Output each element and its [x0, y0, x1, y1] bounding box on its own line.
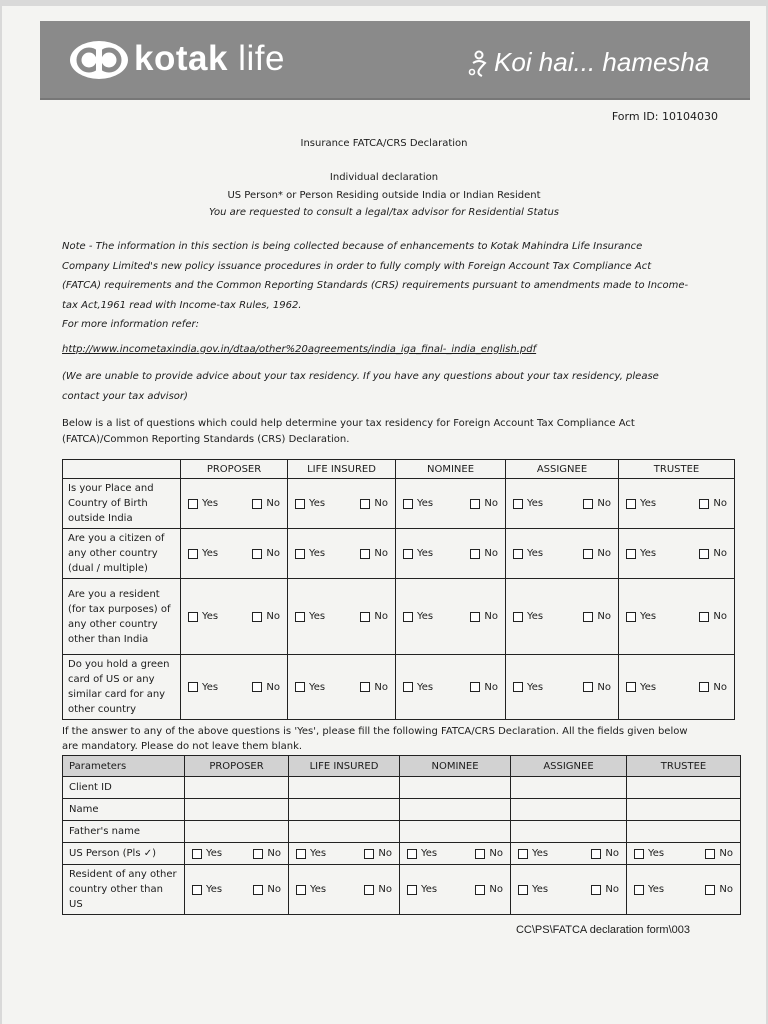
- yes-checkbox[interactable]: [626, 682, 636, 692]
- answer-nominee-cell: [396, 479, 506, 529]
- form-title: Insurance FATCA/CRS Declaration: [300, 138, 468, 149]
- form-reference-footer: CC\PS\FATCA declaration form\003: [515, 924, 690, 936]
- param-life-insured-cell: [289, 865, 400, 915]
- yes-checkbox[interactable]: [403, 499, 413, 509]
- no-option[interactable]: [705, 848, 733, 859]
- params-header-row: [63, 756, 741, 777]
- yes-label: Yes: [309, 611, 326, 622]
- yes-label: Yes: [309, 548, 326, 559]
- note-line: Company Limited's new policy issuance procedures in order to fully comply with Foreign Account Tax Compliance Act: [62, 260, 652, 272]
- question-row: [63, 655, 735, 720]
- answer-assignee-cell: [506, 479, 619, 529]
- yes-checkbox[interactable]: [403, 682, 413, 692]
- col-header-proposer: PROPOSER: [181, 460, 288, 479]
- yes-checkbox[interactable]: [626, 499, 636, 509]
- no-option[interactable]: [364, 848, 392, 859]
- question-text: Is your Place and Country of Birth outside India: [63, 479, 181, 529]
- yes-label: Yes: [421, 884, 438, 895]
- parameter-row: [63, 821, 741, 843]
- no-label: No: [267, 848, 281, 859]
- no-option[interactable]: [699, 498, 727, 509]
- col-header-nominee: NOMINEE: [400, 756, 511, 777]
- no-label: No: [713, 611, 727, 622]
- param-nominee-cell: [400, 843, 511, 865]
- yes-option[interactable]: [407, 848, 437, 859]
- intro-text: [62, 416, 722, 447]
- no-option[interactable]: [591, 884, 619, 895]
- yes-checkbox[interactable]: [192, 885, 202, 895]
- col-header-nominee: NOMINEE: [396, 460, 506, 479]
- yes-option[interactable]: [626, 682, 656, 693]
- col-header-trustee: TRUSTEE: [627, 756, 741, 777]
- kotak-logo-icon: [68, 39, 130, 81]
- answer-life-insured-cell: [288, 479, 396, 529]
- param-assignee-cell: [511, 865, 627, 915]
- mandatory-line: are mandatory. Please do not leave them blank.: [62, 741, 303, 752]
- parameter-label: Name: [63, 799, 185, 821]
- no-checkbox[interactable]: [360, 682, 370, 692]
- client-id-life-insured-field[interactable]: [289, 777, 400, 799]
- no-checkbox[interactable]: [470, 549, 480, 559]
- yes-option[interactable]: [513, 611, 543, 622]
- yes-checkbox[interactable]: [513, 499, 523, 509]
- no-option[interactable]: [360, 498, 388, 509]
- header-banner: [40, 21, 750, 100]
- col-header-assignee: ASSIGNEE: [506, 460, 619, 479]
- father-s-name-assignee-field[interactable]: [511, 821, 627, 843]
- yes-option[interactable]: [188, 611, 218, 622]
- yes-label: Yes: [202, 611, 219, 622]
- yes-checkbox[interactable]: [407, 885, 417, 895]
- yes-option[interactable]: [295, 548, 325, 559]
- name-nominee-field[interactable]: [400, 799, 511, 821]
- question-text: Are you a resident (for tax purposes) of any other country other than India: [63, 579, 181, 655]
- yes-option[interactable]: [403, 611, 433, 622]
- yes-label: Yes: [310, 848, 327, 859]
- no-label: No: [484, 681, 498, 693]
- yes-option[interactable]: [403, 498, 433, 509]
- no-label: No: [719, 848, 733, 859]
- answer-nominee-cell: [396, 529, 506, 579]
- no-option[interactable]: [360, 548, 388, 559]
- client-id-proposer-field[interactable]: [185, 777, 289, 799]
- yes-checkbox[interactable]: [295, 612, 305, 622]
- no-checkbox[interactable]: [699, 682, 709, 692]
- no-label: No: [484, 611, 498, 622]
- no-checkbox[interactable]: [705, 885, 715, 895]
- col-header-trustee: TRUSTEE: [619, 460, 735, 479]
- yes-label: Yes: [640, 498, 657, 509]
- yes-label: Yes: [206, 884, 223, 895]
- no-label: No: [713, 681, 727, 693]
- no-label: No: [597, 681, 611, 693]
- note-line: tax Act,1961 read with Income-tax Rules, 1962.: [62, 299, 302, 311]
- no-label: No: [597, 548, 611, 559]
- yes-option[interactable]: [296, 848, 326, 859]
- no-checkbox[interactable]: [583, 682, 593, 692]
- yes-label: Yes: [648, 884, 665, 895]
- yes-option[interactable]: [513, 498, 543, 509]
- no-option[interactable]: [252, 682, 280, 693]
- father-s-name-trustee-field[interactable]: [627, 821, 741, 843]
- yes-checkbox[interactable]: [634, 849, 644, 859]
- note-line: Note - The information in this section is being collected because of enhancements to Kotak Mahindra Life Insurance: [62, 241, 643, 252]
- intro-line: Below is a list of questions which could help determine your tax residency for Foreign Account Tax Compliance Act: [62, 418, 635, 429]
- client-id-nominee-field[interactable]: [400, 777, 511, 799]
- yes-label: Yes: [527, 681, 544, 693]
- yes-label: Yes: [640, 548, 657, 559]
- yes-label: Yes: [206, 848, 223, 859]
- yes-label: Yes: [640, 611, 657, 622]
- yes-label: Yes: [310, 884, 327, 895]
- individual-declaration: Individual declaration: [329, 172, 439, 183]
- client-id-trustee-field[interactable]: [627, 777, 741, 799]
- yes-checkbox[interactable]: [295, 499, 305, 509]
- yes-label: Yes: [421, 848, 438, 859]
- yes-checkbox[interactable]: [626, 549, 636, 559]
- blank-header-cell: [63, 460, 181, 479]
- no-option[interactable]: [253, 884, 281, 895]
- table-header-row: [63, 460, 735, 479]
- no-checkbox[interactable]: [253, 885, 263, 895]
- yes-checkbox[interactable]: [403, 549, 413, 559]
- info-note: [62, 237, 722, 359]
- col-header-proposer: PROPOSER: [185, 756, 289, 777]
- no-label: No: [378, 848, 392, 859]
- yes-option[interactable]: [188, 548, 218, 559]
- yes-checkbox[interactable]: [513, 612, 523, 622]
- col-header-assignee: ASSIGNEE: [511, 756, 627, 777]
- no-option[interactable]: [360, 611, 388, 622]
- no-option[interactable]: [475, 848, 503, 859]
- no-option[interactable]: [583, 611, 611, 622]
- yes-label: Yes: [417, 498, 434, 509]
- yes-option[interactable]: [188, 498, 218, 509]
- question-row: [63, 479, 735, 529]
- no-label: No: [266, 681, 280, 693]
- yes-option[interactable]: [626, 498, 656, 509]
- no-option[interactable]: [252, 548, 280, 559]
- form-page: [2, 6, 766, 1024]
- question-row: [63, 579, 735, 655]
- no-label: No: [713, 548, 727, 559]
- yes-checkbox[interactable]: [513, 682, 523, 692]
- param-life-insured-cell: [289, 843, 400, 865]
- yes-checkbox[interactable]: [188, 612, 198, 622]
- no-checkbox[interactable]: [252, 549, 262, 559]
- no-checkbox[interactable]: [583, 549, 593, 559]
- yes-label: Yes: [640, 681, 657, 693]
- yes-checkbox[interactable]: [188, 499, 198, 509]
- yes-option[interactable]: [626, 611, 656, 622]
- yes-label: Yes: [532, 848, 549, 859]
- no-checkbox[interactable]: [699, 612, 709, 622]
- yes-label: Yes: [527, 498, 544, 509]
- no-option[interactable]: [252, 498, 280, 509]
- no-checkbox[interactable]: [470, 682, 480, 692]
- parameter-row: [63, 777, 741, 799]
- answer-nominee-cell: [396, 579, 506, 655]
- no-label: No: [605, 848, 619, 859]
- parameter-row: [63, 865, 741, 915]
- answer-life-insured-cell: [288, 579, 396, 655]
- answer-assignee-cell: [506, 579, 619, 655]
- yes-option[interactable]: [403, 682, 433, 693]
- no-checkbox[interactable]: [583, 612, 593, 622]
- fatca-declaration-table: [62, 755, 741, 915]
- no-checkbox[interactable]: [364, 885, 374, 895]
- brand-name: kotak life: [134, 39, 285, 78]
- param-proposer-cell: [185, 865, 289, 915]
- col-header-life-insured: LIFE INSURED: [288, 460, 396, 479]
- parameters-header: Parameters: [63, 756, 185, 777]
- client-id-assignee-field[interactable]: [511, 777, 627, 799]
- no-label: No: [597, 611, 611, 622]
- mandatory-instruction: [62, 724, 722, 754]
- yes-option[interactable]: [518, 884, 548, 895]
- no-checkbox[interactable]: [252, 612, 262, 622]
- yes-option[interactable]: [407, 884, 437, 895]
- parameter-label: US Person (Pls ✓): [63, 843, 185, 865]
- no-checkbox[interactable]: [252, 499, 262, 509]
- no-option[interactable]: [253, 848, 281, 859]
- no-checkbox[interactable]: [252, 682, 262, 692]
- answer-proposer-cell: [181, 529, 288, 579]
- note-line: (FATCA) requirements and the Common Reporting Standards (CRS) requirements pursuant to amendments made to Income-: [62, 280, 689, 291]
- answer-trustee-cell: [619, 529, 735, 579]
- yes-label: Yes: [417, 548, 434, 559]
- no-checkbox[interactable]: [360, 612, 370, 622]
- param-assignee-cell: [511, 843, 627, 865]
- answer-proposer-cell: [181, 579, 288, 655]
- no-checkbox[interactable]: [699, 499, 709, 509]
- yes-option[interactable]: [518, 848, 548, 859]
- father-s-name-life-insured-field[interactable]: [289, 821, 400, 843]
- answer-trustee-cell: [619, 479, 735, 529]
- question-row: [63, 529, 735, 579]
- advice-line: contact your tax advisor): [62, 391, 188, 402]
- no-label: No: [374, 498, 388, 509]
- no-checkbox[interactable]: [591, 885, 601, 895]
- yes-label: Yes: [309, 681, 326, 693]
- parameter-label: Client ID: [63, 777, 185, 799]
- parameter-label: Father's name: [63, 821, 185, 843]
- no-checkbox[interactable]: [475, 885, 485, 895]
- param-proposer-cell: [185, 843, 289, 865]
- yes-label: Yes: [532, 884, 549, 895]
- no-option[interactable]: [705, 884, 733, 895]
- yes-label: Yes: [202, 548, 219, 559]
- no-label: No: [597, 498, 611, 509]
- no-option[interactable]: [699, 682, 727, 693]
- no-checkbox[interactable]: [705, 849, 715, 859]
- note-line: For more information refer:: [62, 319, 199, 330]
- yes-option[interactable]: [296, 884, 326, 895]
- mandatory-line: If the answer to any of the above questions is 'Yes', please fill the following FATCA/CRS Declaration. All the fields given below: [62, 726, 688, 737]
- answer-proposer-cell: [181, 479, 288, 529]
- name-life-insured-field[interactable]: [289, 799, 400, 821]
- yes-label: Yes: [417, 681, 434, 693]
- question-text: Are you a citizen of any other country (dual / multiple): [63, 529, 181, 579]
- no-checkbox[interactable]: [591, 849, 601, 859]
- no-label: No: [266, 611, 280, 622]
- yes-checkbox[interactable]: [295, 682, 305, 692]
- no-checkbox[interactable]: [470, 612, 480, 622]
- yes-checkbox[interactable]: [188, 682, 198, 692]
- yes-label: Yes: [527, 548, 544, 559]
- no-checkbox[interactable]: [253, 849, 263, 859]
- no-option[interactable]: [470, 498, 498, 509]
- yes-option[interactable]: [513, 682, 543, 693]
- no-label: No: [484, 548, 498, 559]
- yes-option[interactable]: [192, 848, 222, 859]
- no-option[interactable]: [591, 848, 619, 859]
- yes-option[interactable]: [513, 548, 543, 559]
- yes-option[interactable]: [295, 611, 325, 622]
- no-label: No: [266, 548, 280, 559]
- yes-label: Yes: [648, 848, 665, 859]
- no-label: No: [605, 884, 619, 895]
- no-option[interactable]: [470, 611, 498, 622]
- yes-option[interactable]: [634, 884, 664, 895]
- no-label: No: [713, 498, 727, 509]
- answer-trustee-cell: [619, 579, 735, 655]
- answer-life-insured-cell: [288, 529, 396, 579]
- no-option[interactable]: [583, 682, 611, 693]
- form-id: Form ID: 10104030: [611, 110, 718, 123]
- yes-label: Yes: [309, 498, 326, 509]
- father-s-name-nominee-field[interactable]: [400, 821, 511, 843]
- yes-checkbox[interactable]: [513, 549, 523, 559]
- no-label: No: [484, 498, 498, 509]
- param-nominee-cell: [400, 865, 511, 915]
- no-option[interactable]: [583, 548, 611, 559]
- yes-checkbox[interactable]: [634, 885, 644, 895]
- no-option[interactable]: [252, 611, 280, 622]
- answer-proposer-cell: [181, 655, 288, 720]
- col-header-life-insured: LIFE INSURED: [289, 756, 400, 777]
- no-label: No: [374, 681, 388, 693]
- yes-checkbox[interactable]: [626, 612, 636, 622]
- advice-disclaimer: [62, 367, 722, 407]
- yes-option[interactable]: [192, 884, 222, 895]
- yes-checkbox[interactable]: [518, 885, 528, 895]
- question-text: Do you hold a green card of US or any similar card for any other country: [63, 655, 181, 720]
- answer-life-insured-cell: [288, 655, 396, 720]
- yes-label: Yes: [202, 681, 219, 693]
- no-option[interactable]: [364, 884, 392, 895]
- tagline: Koi hai... hamesha: [468, 47, 709, 78]
- param-trustee-cell: [627, 843, 741, 865]
- us-person-subtitle: US Person* or Person Residing outside India or Indian Resident: [227, 190, 541, 201]
- answer-assignee-cell: [506, 655, 619, 720]
- no-label: No: [489, 884, 503, 895]
- income-tax-link[interactable]: http://www.incometaxindia.gov.in/dtaa/other%20agreements/india_iga_final-_india_english.pdf: [62, 343, 537, 355]
- no-label: No: [489, 848, 503, 859]
- no-checkbox[interactable]: [699, 549, 709, 559]
- no-checkbox[interactable]: [475, 849, 485, 859]
- yes-option[interactable]: [403, 548, 433, 559]
- yes-option[interactable]: [626, 548, 656, 559]
- no-option[interactable]: [470, 682, 498, 693]
- intro-line: (FATCA)/Common Reporting Standards (CRS) Declaration.: [62, 433, 350, 445]
- name-assignee-field[interactable]: [511, 799, 627, 821]
- no-option[interactable]: [583, 498, 611, 509]
- no-option[interactable]: [699, 548, 727, 559]
- yes-checkbox[interactable]: [518, 849, 528, 859]
- father-s-name-proposer-field[interactable]: [185, 821, 289, 843]
- no-checkbox[interactable]: [360, 499, 370, 509]
- no-option[interactable]: [475, 884, 503, 895]
- yes-checkbox[interactable]: [188, 549, 198, 559]
- no-checkbox[interactable]: [583, 499, 593, 509]
- yes-checkbox[interactable]: [296, 849, 306, 859]
- yes-checkbox[interactable]: [403, 612, 413, 622]
- no-option[interactable]: [470, 548, 498, 559]
- yes-label: Yes: [417, 611, 434, 622]
- name-proposer-field[interactable]: [185, 799, 289, 821]
- no-checkbox[interactable]: [470, 499, 480, 509]
- yes-option[interactable]: [295, 498, 325, 509]
- no-checkbox[interactable]: [360, 549, 370, 559]
- no-label: No: [266, 498, 280, 509]
- parameter-row: [63, 843, 741, 865]
- residency-questions-table: [62, 459, 735, 720]
- no-label: No: [374, 548, 388, 559]
- answer-nominee-cell: [396, 655, 506, 720]
- yes-checkbox[interactable]: [296, 885, 306, 895]
- yes-label: Yes: [527, 611, 544, 622]
- name-trustee-field[interactable]: [627, 799, 741, 821]
- param-trustee-cell: [627, 865, 741, 915]
- answer-trustee-cell: [619, 655, 735, 720]
- yes-label: Yes: [202, 498, 219, 509]
- koi-hai-figure-icon: [468, 50, 490, 78]
- advice-line: (We are unable to provide advice about your tax residency. If you have any questions about your tax residency, please: [62, 371, 659, 382]
- no-option[interactable]: [699, 611, 727, 622]
- no-label: No: [719, 884, 733, 895]
- yes-option[interactable]: [295, 682, 325, 693]
- parameter-label: Resident of any other country other than US: [63, 865, 185, 915]
- no-option[interactable]: [360, 682, 388, 693]
- yes-option[interactable]: [634, 848, 664, 859]
- no-label: No: [267, 884, 281, 895]
- no-label: No: [378, 884, 392, 895]
- yes-option[interactable]: [188, 682, 218, 693]
- answer-assignee-cell: [506, 529, 619, 579]
- parameter-row: [63, 799, 741, 821]
- no-label: No: [374, 611, 388, 622]
- consult-advisor-note: You are requested to consult a legal/tax advisor for Residential Status: [208, 207, 560, 218]
- yes-checkbox[interactable]: [192, 849, 202, 859]
- no-checkbox[interactable]: [364, 849, 374, 859]
- yes-checkbox[interactable]: [295, 549, 305, 559]
- yes-checkbox[interactable]: [407, 849, 417, 859]
